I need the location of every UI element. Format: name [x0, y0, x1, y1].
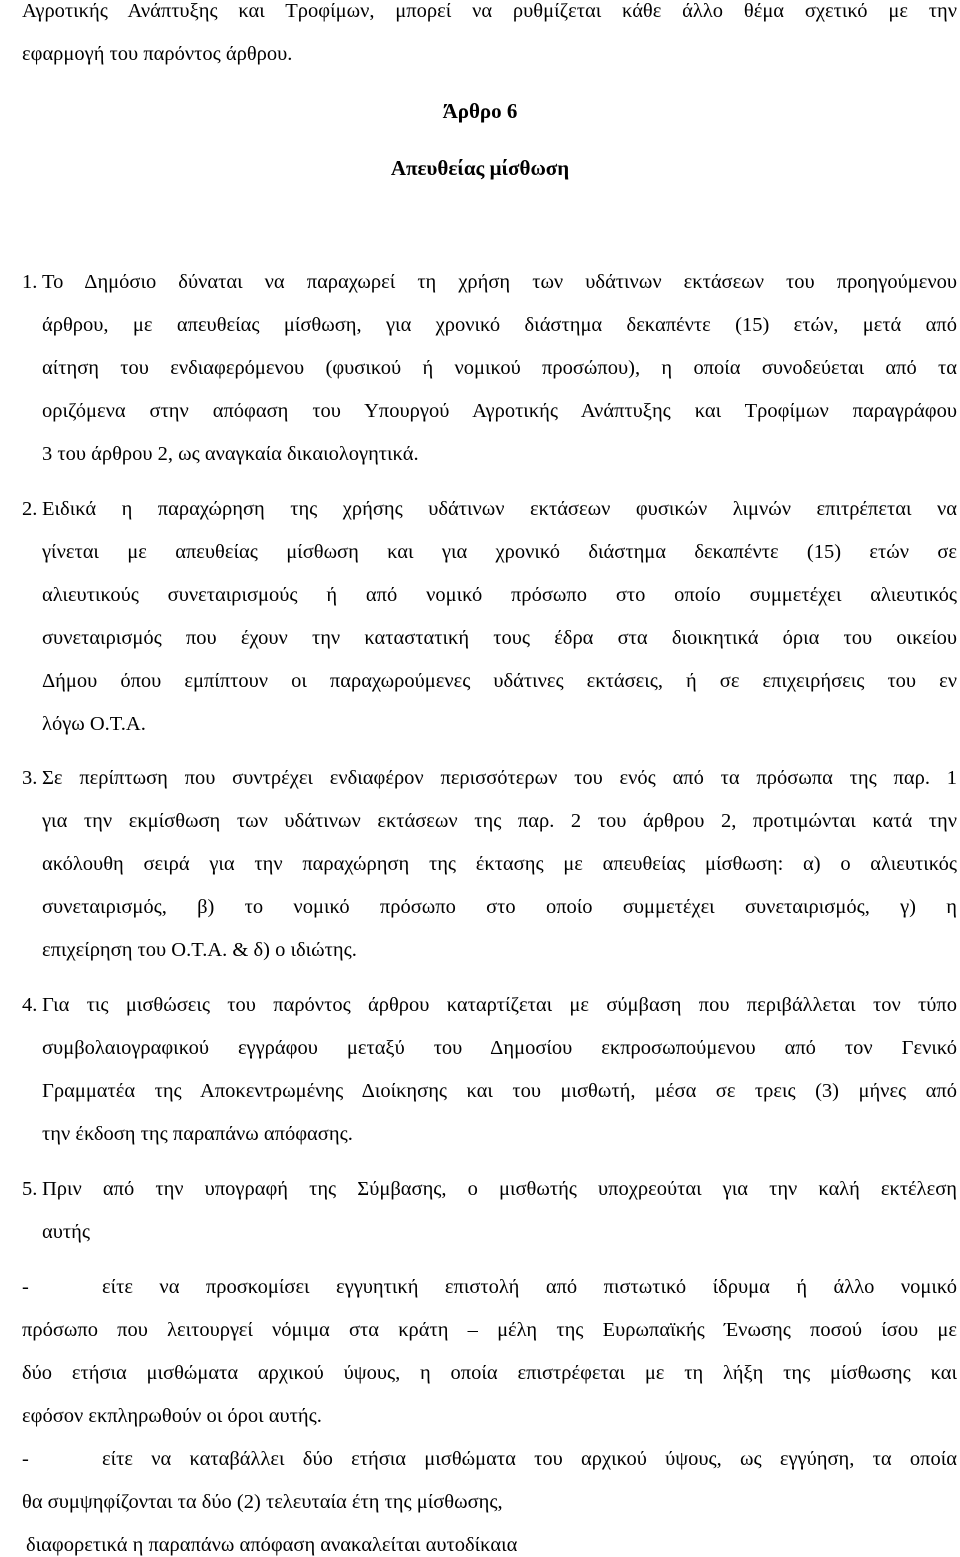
bullet-line: είτε να προσκομίσει εγγυητική επιστολή από πιστωτικό ίδρυμα ή άλλο νομικό: [102, 1276, 957, 1298]
paragraph-line: συνεταιρισμός, β) το νομικό πρόσωπο στο οποίο συμμετέχει συνεταιρισμός, γ) η: [42, 896, 957, 918]
paragraph-number: 4.: [22, 994, 38, 1016]
bullet-line: θα συμψηφίζονται τα δύο (2) τελευταία έτη της μίσθωσης,: [22, 1491, 503, 1513]
paragraph-number: 5.: [22, 1178, 38, 1200]
intro-line: Αγροτικής Ανάπτυξης και Τροφίμων, μπορεί να ρυθμίζεται κάθε άλλο θέμα σχετικό με την: [22, 0, 957, 22]
paragraph-line: την έκδοση της παραπάνω απόφασης.: [42, 1123, 353, 1145]
bullet-line: εφόσον εκπληρωθούν οι όροι αυτής.: [22, 1405, 322, 1427]
paragraph-line: λόγω Ο.Τ.Α.: [42, 713, 146, 735]
paragraph-line: ακόλουθη σειρά για την παραχώρηση της έκτασης με απευθείας μίσθωση: α) ο αλιευτικός: [42, 853, 957, 875]
paragraph-number: 2.: [22, 498, 38, 520]
intro-line: εφαρμογή του παρόντος άρθρου.: [22, 43, 293, 65]
paragraph-number: 1.: [22, 271, 38, 293]
paragraph-line: άρθρου, με απευθείας μίσθωση, για χρονικό διάστημα δεκαπέντε (15) ετών, μετά από: [42, 314, 957, 336]
paragraph-line: αλιευτικούς συνεταιρισμούς ή από νομικό πρόσωπο στο οποίο συμμετέχει αλιευτικός: [42, 584, 957, 606]
bullet-line: πρόσωπο που λειτουργεί νόμιμα στα κράτη – μέλη της Ευρωπαϊκής Ένωσης ποσού ίσου με: [22, 1319, 957, 1341]
paragraph-line: Δήμου όπου εμπίπτουν οι παραχωρούμενες υδάτινες εκτάσεις, ή σε επιχειρήσεις του εν: [42, 670, 957, 692]
paragraph-line: αυτής: [42, 1221, 90, 1243]
paragraph-line: συνεταιρισμός που έχουν την καταστατική τους έδρα στα διοικητικά όρια του οικείου: [42, 627, 957, 649]
paragraph-line: οριζόμενα στην απόφαση του Υπουργού Αγροτικής Ανάπτυξης και Τροφίμων παραγράφου: [42, 400, 957, 422]
closing-line: διαφορετικά η παραπάνω απόφαση ανακαλείται αυτοδίκαια: [26, 1534, 518, 1556]
paragraph-line: Σε περίπτωση που συντρέχει ενδιαφέρον περισσότερων του ενός από τα πρόσωπα της παρ. 1: [42, 767, 957, 789]
paragraph-line: αίτηση του ενδιαφερόμενου (φυσικού ή νομικού προσώπου), η οποία συνοδεύεται από τα: [42, 357, 957, 379]
paragraph-line: συμβολαιογραφικού εγγράφου μεταξύ του Δημοσίου εκπροσωπούμενου από τον Γενικό: [42, 1037, 957, 1059]
paragraph-number: 3.: [22, 767, 38, 789]
paragraph-line: Γραμματέα της Αποκεντρωμένης Διοίκησης και του μισθωτή, μέσα σε τρεις (3) μήνες από: [42, 1080, 957, 1102]
paragraph-line: Για τις μισθώσεις του παρόντος άρθρου καταρτίζεται με σύμβαση που περιβάλλεται τον τύπο: [42, 994, 957, 1016]
paragraph-line: Το Δημόσιο δύναται να παραχωρεί τη χρήση των υδάτινων εκτάσεων του προηγούμενου: [42, 271, 957, 293]
paragraph-line: επιχείρηση του Ο.Τ.Α. & δ) ο ιδιώτης.: [42, 939, 357, 961]
bullet-dash: -: [22, 1448, 29, 1470]
paragraph-line: για την εκμίσθωση των υδάτινων εκτάσεων της παρ. 2 του άρθρου 2, προτιμώνται κατά την: [42, 810, 957, 832]
article-title: Απευθείας μίσθωση: [390, 156, 570, 180]
paragraph-line: γίνεται με απευθείας μίσθωση και για χρονικό διάστημα δεκαπέντε (15) ετών σε: [42, 541, 957, 563]
bullet-line: δύο ετήσια μισθώματα αρχικού ύψους, η οποία επιστρέφεται με τη λήξη της μίσθωσης και: [22, 1362, 957, 1384]
bullet-dash: -: [22, 1276, 29, 1298]
bullet-line: είτε να καταβάλλει δύο ετήσια μισθώματα του αρχικού ύψους, ως εγγύηση, τα οποία: [102, 1448, 957, 1470]
paragraph-line: 3 του άρθρου 2, ως αναγκαία δικαιολογητικά.: [42, 443, 419, 465]
article-number: Άρθρο 6: [442, 99, 518, 123]
paragraph-line: Ειδικά η παραχώρηση της χρήσης υδάτινων εκτάσεων φυσικών λιμνών επιτρέπεται να: [42, 498, 957, 520]
paragraph-line: Πριν από την υπογραφή της Σύμβασης, ο μισθωτής υποχρεούται για την καλή εκτέλεση: [42, 1178, 957, 1200]
